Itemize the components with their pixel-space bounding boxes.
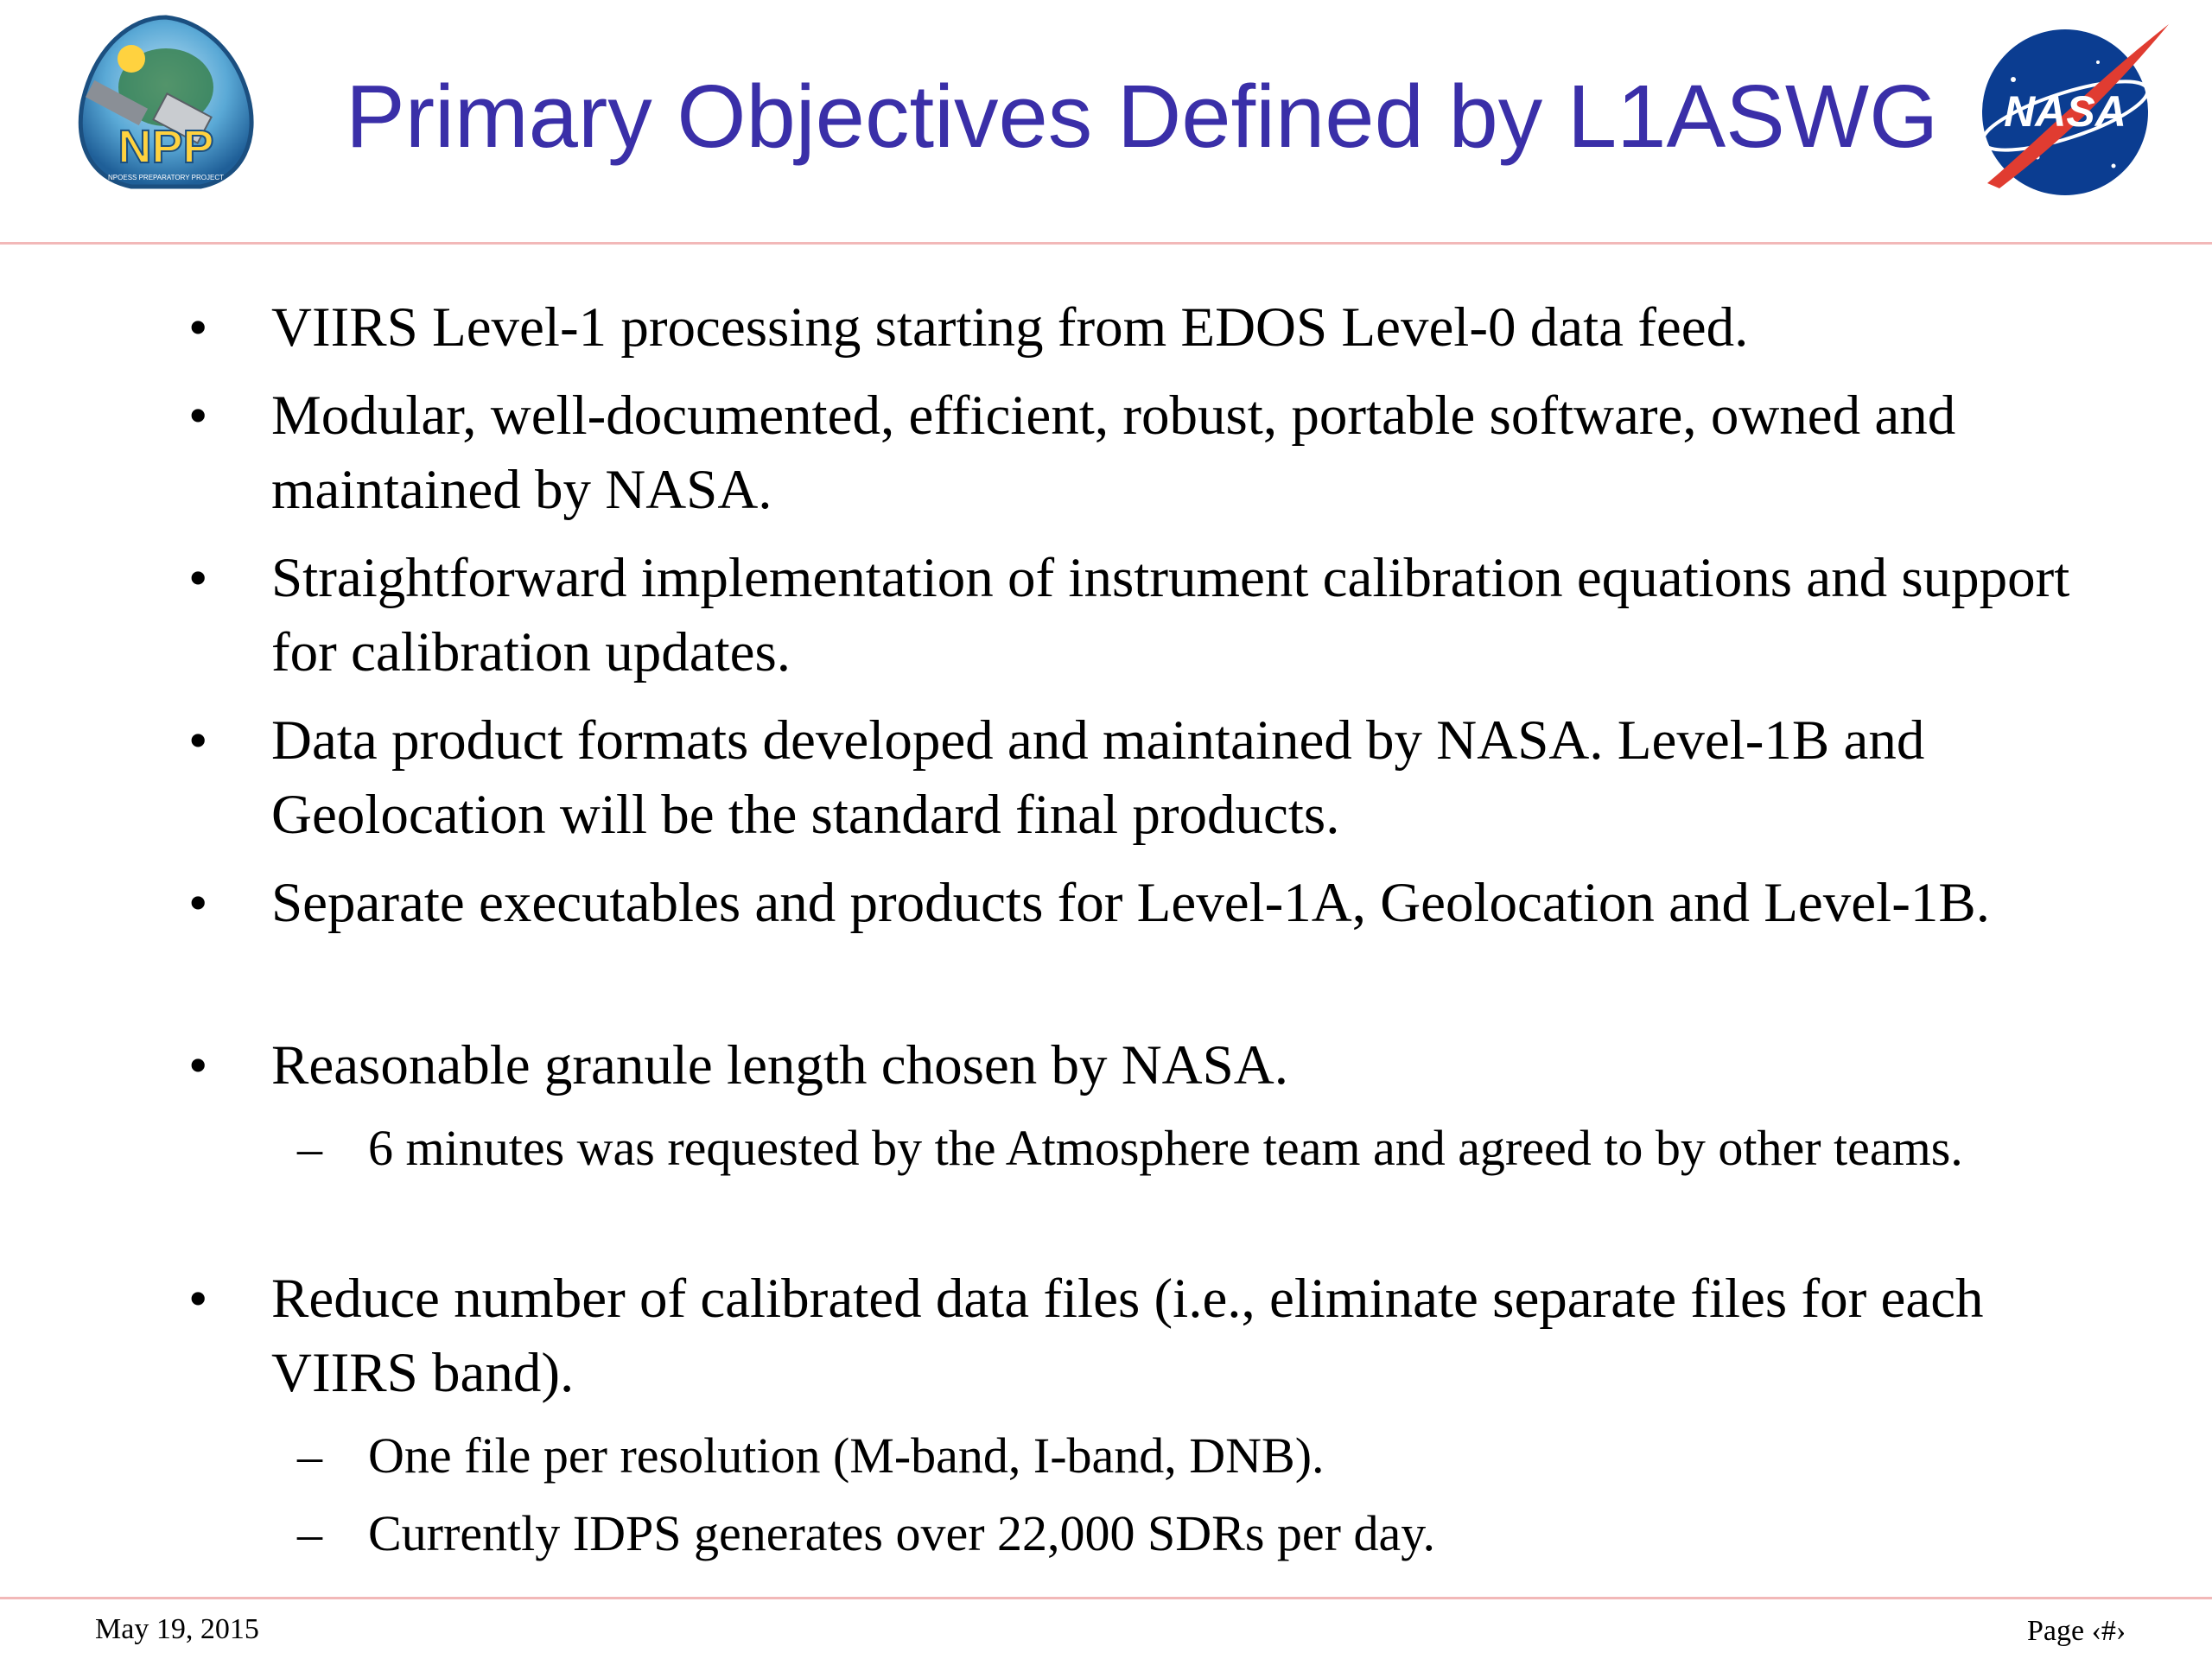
bullet-marker: • — [188, 1034, 208, 1096]
sub-bullet-text: 6 minutes was requested by the Atmosphere team and agreed to by other teams. — [368, 1120, 1963, 1176]
bullet-marker: • — [188, 872, 208, 933]
bullet-marker: • — [188, 385, 208, 446]
page-title: Primary Objectives Defined by L1ASWG — [346, 67, 1939, 166]
bullet-text: Data product formats developed and maintained by NASA. Level-1B and Geolocation will be the standard final products. — [271, 709, 1925, 846]
bullet-text: Modular, well-documented, efficient, robust, portable software, owned and maintained by NASA. — [271, 385, 1956, 521]
npp-logo-lettering: NPP — [118, 121, 214, 173]
nasa-logo-lettering: NASA — [2004, 87, 2126, 136]
dash-marker: – — [297, 1505, 322, 1561]
bullet-text: Reasonable granule length chosen by NASA. — [271, 1034, 1288, 1096]
sub-bullet-text: Currently IDPS generates over 22,000 SDRs per day. — [368, 1505, 1435, 1561]
dash-marker: – — [297, 1427, 322, 1484]
bullet-text: VIIRS Level-1 processing starting from EDOS Level-0 data feed. — [271, 296, 1749, 359]
footer-page-number: Page ‹#› — [2027, 1615, 2126, 1647]
bullet-text: Reduce number of calibrated data files (i.e., eliminate separate files for each VIIRS band). — [271, 1268, 1984, 1404]
bullet-marker: • — [188, 709, 208, 771]
footer-date: May 19, 2015 — [95, 1613, 259, 1645]
footer-divider — [0, 1597, 2212, 1599]
sub-bullet-text: One file per resolution (M-band, I-band, DNB). — [368, 1427, 1325, 1484]
bullet-marker: • — [188, 1268, 208, 1329]
dash-marker: – — [297, 1120, 322, 1176]
svg-text:NPOESS PREPARATORY PROJECT: NPOESS PREPARATORY PROJECT — [108, 174, 224, 181]
bullet-text: Straightforward implementation of instrument calibration equations and support for calibration updates. — [271, 547, 2070, 683]
bullet-marker: • — [188, 296, 208, 358]
bullet-text: Separate executables and products for Level-1A, Geolocation and Level-1B. — [271, 872, 1990, 934]
bullet-marker: • — [188, 547, 208, 608]
